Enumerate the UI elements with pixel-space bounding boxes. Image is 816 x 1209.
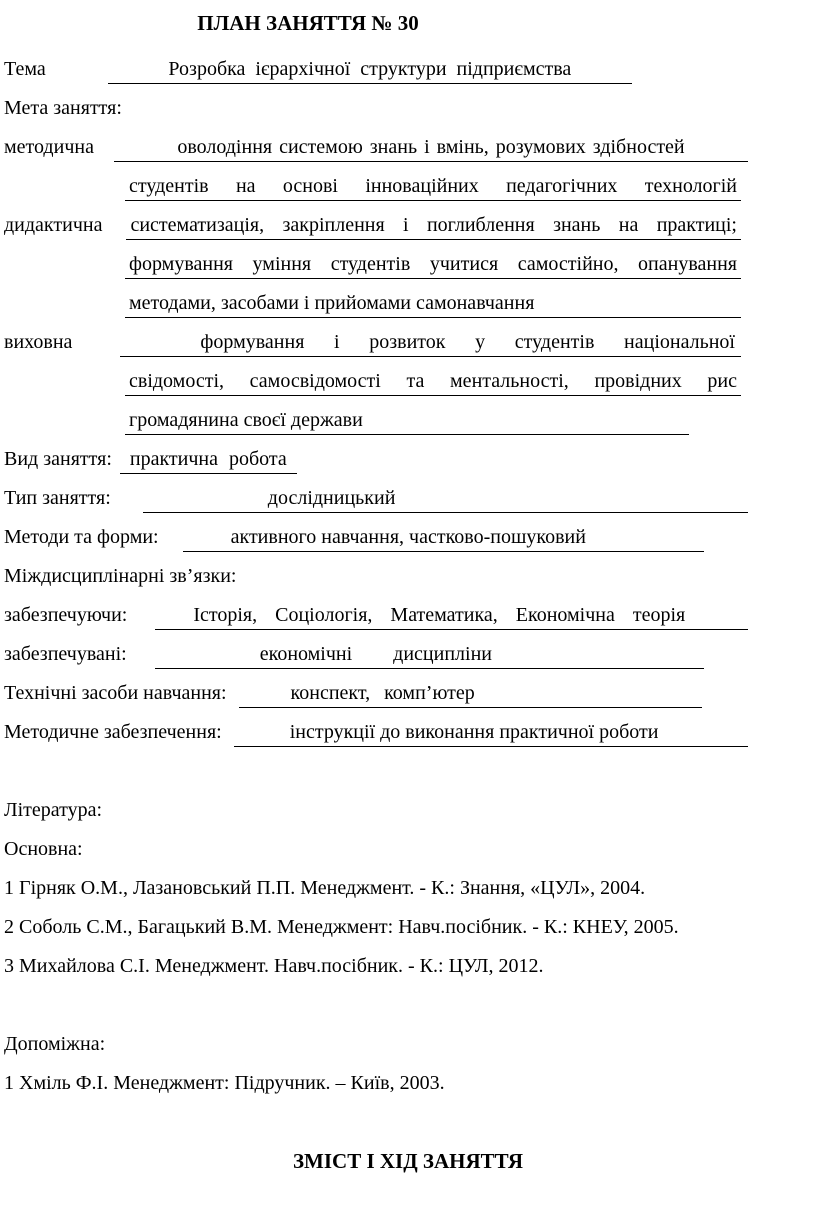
- field-dydaktychna-underline-3: [125, 284, 741, 318]
- spacer: [222, 713, 234, 752]
- field-metodychna-label: методична: [4, 136, 94, 158]
- spacer: [127, 596, 155, 635]
- field-dydaktychna-underline-2: [125, 245, 741, 279]
- field-vykhovna-value-line1: формування і розвиток у студентів національної: [200, 331, 735, 353]
- blank-line: [4, 752, 748, 791]
- spacer: [112, 440, 120, 479]
- field-dydaktychna-value-line3: методами, засобами і прийомами самонавчання: [129, 292, 535, 314]
- field-metodychna-cont: [4, 167, 748, 206]
- spacer: [4, 362, 125, 401]
- spacer: [46, 50, 108, 89]
- field-vykhovna-underline-3: [125, 401, 689, 435]
- field-meta-label: Мета заняття:: [4, 97, 122, 119]
- field-zabezpechuvani-label: забезпечувані:: [4, 643, 127, 665]
- field-tekhnichni-label: Технічні засоби навчання:: [4, 682, 227, 704]
- field-metodychne: [4, 713, 748, 752]
- field-tekhnichni: [4, 674, 748, 713]
- field-zabezpechuyuchy-underline: [155, 596, 748, 630]
- field-tekhnichni-value: конспект, комп’ютер: [290, 682, 475, 704]
- field-dydaktychna-cont1: [4, 245, 748, 284]
- field-metodychne-underline: [234, 713, 748, 747]
- field-vyd-underline: [120, 440, 297, 474]
- field-metodychna-value-line2: студентів на основі інноваційних педагогічних технологій: [129, 175, 737, 197]
- literature-heading: Література:: [4, 799, 103, 821]
- field-tema-label: Тема: [4, 58, 46, 80]
- field-dydaktychna-underline: [126, 206, 741, 240]
- literature-item: 1 Гірняк О.М., Лазановський П.П. Менеджмент. - К.: Знання, «ЦУЛ», 2004.: [4, 877, 646, 899]
- field-vykhovna-underline-2: [125, 362, 741, 396]
- literature-item: 3 Михайлова С.І. Менеджмент. Навч.посібник. - К.: ЦУЛ, 2012.: [4, 955, 544, 977]
- field-metody: [4, 518, 748, 557]
- spacer: [4, 167, 125, 206]
- field-tekhnichni-underline: [239, 674, 702, 708]
- field-tema: [4, 50, 748, 89]
- field-vykhovna-cont1: [4, 362, 748, 401]
- field-zabezpechuyuchy-value: Історія, Соціологія, Математика, Економічна теорія: [193, 604, 686, 626]
- field-mizhdystsyplinarni-label: Міждисциплінарні зв’язки:: [4, 565, 237, 587]
- field-dydaktychna-value-line2: формування уміння студентів учитися самостійно, опанування: [129, 253, 737, 275]
- spacer: [72, 323, 120, 362]
- spacer: [94, 128, 114, 167]
- field-typ-label: Тип заняття:: [4, 487, 111, 509]
- section-title-content: ЗМІСТ І ХІД ЗАНЯТТЯ: [292, 1149, 524, 1173]
- field-zabezpechuyuchy: [4, 596, 748, 635]
- spacer: [111, 479, 143, 518]
- spacer: [127, 635, 155, 674]
- field-typ-value: дослідницький: [267, 487, 396, 509]
- spacer: [4, 284, 125, 323]
- field-metodychna-underline: [114, 128, 748, 162]
- spacer: [4, 401, 125, 440]
- spacer: [102, 206, 126, 245]
- field-vykhovna: [4, 323, 748, 362]
- field-metodychne-label: Методичне забезпечення:: [4, 721, 222, 743]
- spacer: [159, 518, 183, 557]
- field-vykhovna-value-line2: свідомості, самосвідомості та ментальності, провідних рис: [129, 370, 737, 392]
- field-metody-value: активного навчання, частково-пошуковий: [230, 526, 586, 548]
- field-typ-underline: [143, 479, 748, 513]
- field-dydaktychna-cont2: [4, 284, 748, 323]
- blank-line: [4, 986, 748, 1025]
- field-metodychna: [4, 128, 748, 167]
- spacer: [4, 245, 125, 284]
- field-vykhovna-cont2: [4, 401, 748, 440]
- field-dydaktychna-value-line1: систематизація, закріплення і поглиблення знань на практиці;: [130, 214, 737, 236]
- field-meta-heading: [4, 89, 748, 128]
- spacer: [227, 674, 239, 713]
- field-vyd-label: Вид заняття:: [4, 448, 112, 470]
- field-metody-underline: [183, 518, 704, 552]
- field-metodychna-underline-2: [125, 167, 741, 201]
- field-tema-value: Розробка ієрархічної структури підприємства: [168, 58, 572, 80]
- literature-main-heading: Основна:: [4, 838, 83, 860]
- field-vyd-value: практична робота: [129, 448, 287, 470]
- field-zabezpechuvani-underline: [155, 635, 704, 669]
- literature-item: 1 Хміль Ф.І. Менеджмент: Підручник. – Київ, 2003.: [4, 1072, 445, 1094]
- field-vykhovna-label: виховна: [4, 331, 73, 353]
- field-zabezpechuyuchy-label: забезпечуючи:: [4, 604, 128, 626]
- field-metodychne-value: інструкції до виконання практичної роботи: [289, 721, 659, 743]
- field-metody-label: Методи та форми:: [4, 526, 159, 548]
- page-title: ПЛАН ЗАНЯТТЯ № 30: [197, 11, 419, 35]
- field-mizhdystsyplinarni-heading: [4, 557, 748, 596]
- field-dydaktychna-label: дидактична: [4, 214, 103, 236]
- field-vykhovna-value-line3: громадянина своєї держави: [129, 409, 363, 431]
- field-typ: [4, 479, 748, 518]
- field-zabezpechuvani: [4, 635, 748, 674]
- field-zabezpechuvani-value: економічні дисципліни: [259, 643, 492, 665]
- literature-item: 2 Соболь С.М., Багацький В.М. Менеджмент: Навч.посібник. - К.: КНЕУ, 2005.: [4, 916, 679, 938]
- field-dydaktychna: [4, 206, 748, 245]
- field-vyd: [4, 440, 748, 479]
- field-vykhovna-underline: [120, 323, 741, 357]
- field-tema-underline: [108, 50, 632, 84]
- field-metodychna-value-line1: оволодіння системою знань і вмінь, розумових здібностей: [177, 136, 685, 158]
- literature-additional-heading: Допоміжна:: [4, 1033, 106, 1055]
